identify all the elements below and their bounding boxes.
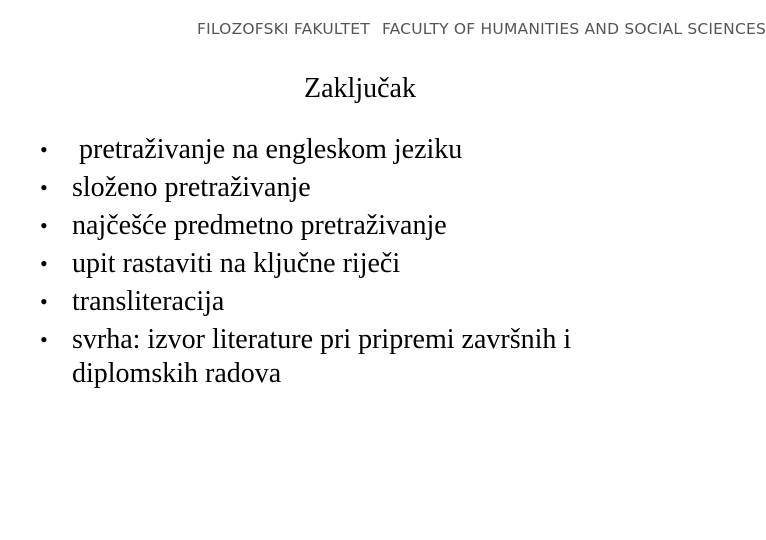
list-item xyxy=(40,209,700,243)
list-item xyxy=(40,171,700,205)
bullet-icon: • xyxy=(40,327,48,352)
bullet-icon: • xyxy=(40,289,48,314)
slide-title xyxy=(0,73,720,105)
list-item-text: pretraživanje na engleskom jeziku xyxy=(72,134,463,165)
faculty-name-croatian: FILOZOFSKI FAKULTET xyxy=(197,20,370,38)
list-item-text: najčešće predmetno pretraživanje xyxy=(72,210,447,241)
list-item-text: svrha: izvor literature pri pripremi završnih i diplomskih radova xyxy=(72,324,572,389)
list-item-text: upit rastaviti na ključne riječi xyxy=(72,248,401,279)
list-item xyxy=(40,247,700,281)
faculty-name-english: FACULTY OF HUMANITIES AND SOCIAL SCIENCES xyxy=(381,20,766,38)
list-item xyxy=(40,133,700,167)
bullet-list xyxy=(40,133,700,395)
slide-title-text: Zaključak xyxy=(304,73,416,104)
faculty-header-banner xyxy=(197,14,766,44)
list-item xyxy=(40,323,700,391)
list-item xyxy=(40,285,700,319)
list-item-text: transliteracija xyxy=(72,286,225,317)
bullet-icon: • xyxy=(40,175,48,200)
bullet-icon: • xyxy=(40,251,48,276)
bullet-icon: • xyxy=(40,137,48,162)
bullet-icon: • xyxy=(40,213,48,238)
list-item-text: složeno pretraživanje xyxy=(72,172,311,203)
